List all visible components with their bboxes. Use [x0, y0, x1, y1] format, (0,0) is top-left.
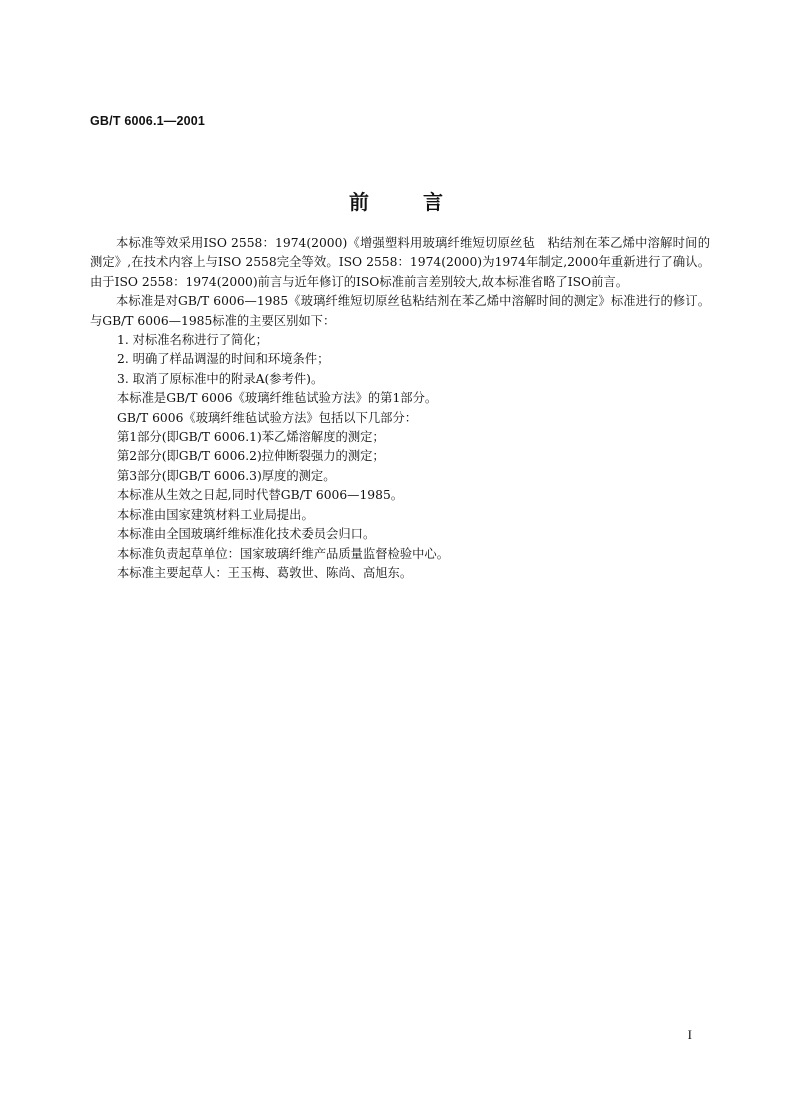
paragraph-revision: 本标准是对GB/T 6006—1985《玻璃纤维短切原丝毡粘结剂在苯乙烯中溶解时间的测定》标准进行的修订。与GB/T 6006—1985标准的主要区别如下： — [90, 294, 710, 328]
list-item: 本标准主要起草人：王玉梅、葛敦世、陈尚、高旭东。 — [117, 565, 413, 580]
standard-code: GB/T 6006.1—2001 — [90, 114, 206, 128]
list-item: 第3部分(即GB/T 6006.3)厚度的测定。 — [117, 468, 336, 483]
list-item: 2. 明确了样品调湿的时间和环境条件； — [117, 352, 330, 367]
list-item: 本标准从生效之日起,同时代替GB/T 6006—1985。 — [117, 488, 404, 503]
list-item: 本标准由全国玻璃纤维标准化技术委员会归口。 — [117, 527, 376, 542]
list-item: GB/T 6006《玻璃纤维毡试验方法》包括以下几部分： — [117, 410, 418, 425]
list-item: 第2部分(即GB/T 6006.2)拉伸断裂强力的测定； — [117, 449, 385, 464]
list-item: 本标准由国家建筑材料工业局提出。 — [117, 507, 314, 522]
list-item: 第1部分(即GB/T 6006.1)苯乙烯溶解度的测定； — [117, 430, 385, 445]
paragraph-equivalence: 本标准等效采用ISO 2558：1974(2000)《增强塑料用玻璃纤维短切原丝毡 粘结剂在苯乙烯中溶解时间的测定》,在技术内容上与ISO 2558完全等效。ISO 2558：1974(2000)为1974年制定,2000年重新进行了确认。由于ISO 2558：1974(2000)前言与近年修订的ISO标准前言差别较大,故本标准省略了ISO前言。 — [90, 236, 710, 289]
page-title: 前言 — [349, 190, 497, 214]
page-number: I — [687, 1027, 692, 1042]
list-item: 本标准负责起草单位：国家玻璃纤维产品质量监督检验中心。 — [117, 546, 450, 561]
document-body — [90, 234, 710, 583]
list-item: 本标准是GB/T 6006《玻璃纤维毡试验方法》的第1部分。 — [117, 391, 438, 406]
list-item: 1. 对标准名称进行了简化； — [117, 333, 268, 348]
list-item: 3. 取消了原标准中的附录A(参考件)。 — [117, 371, 324, 386]
